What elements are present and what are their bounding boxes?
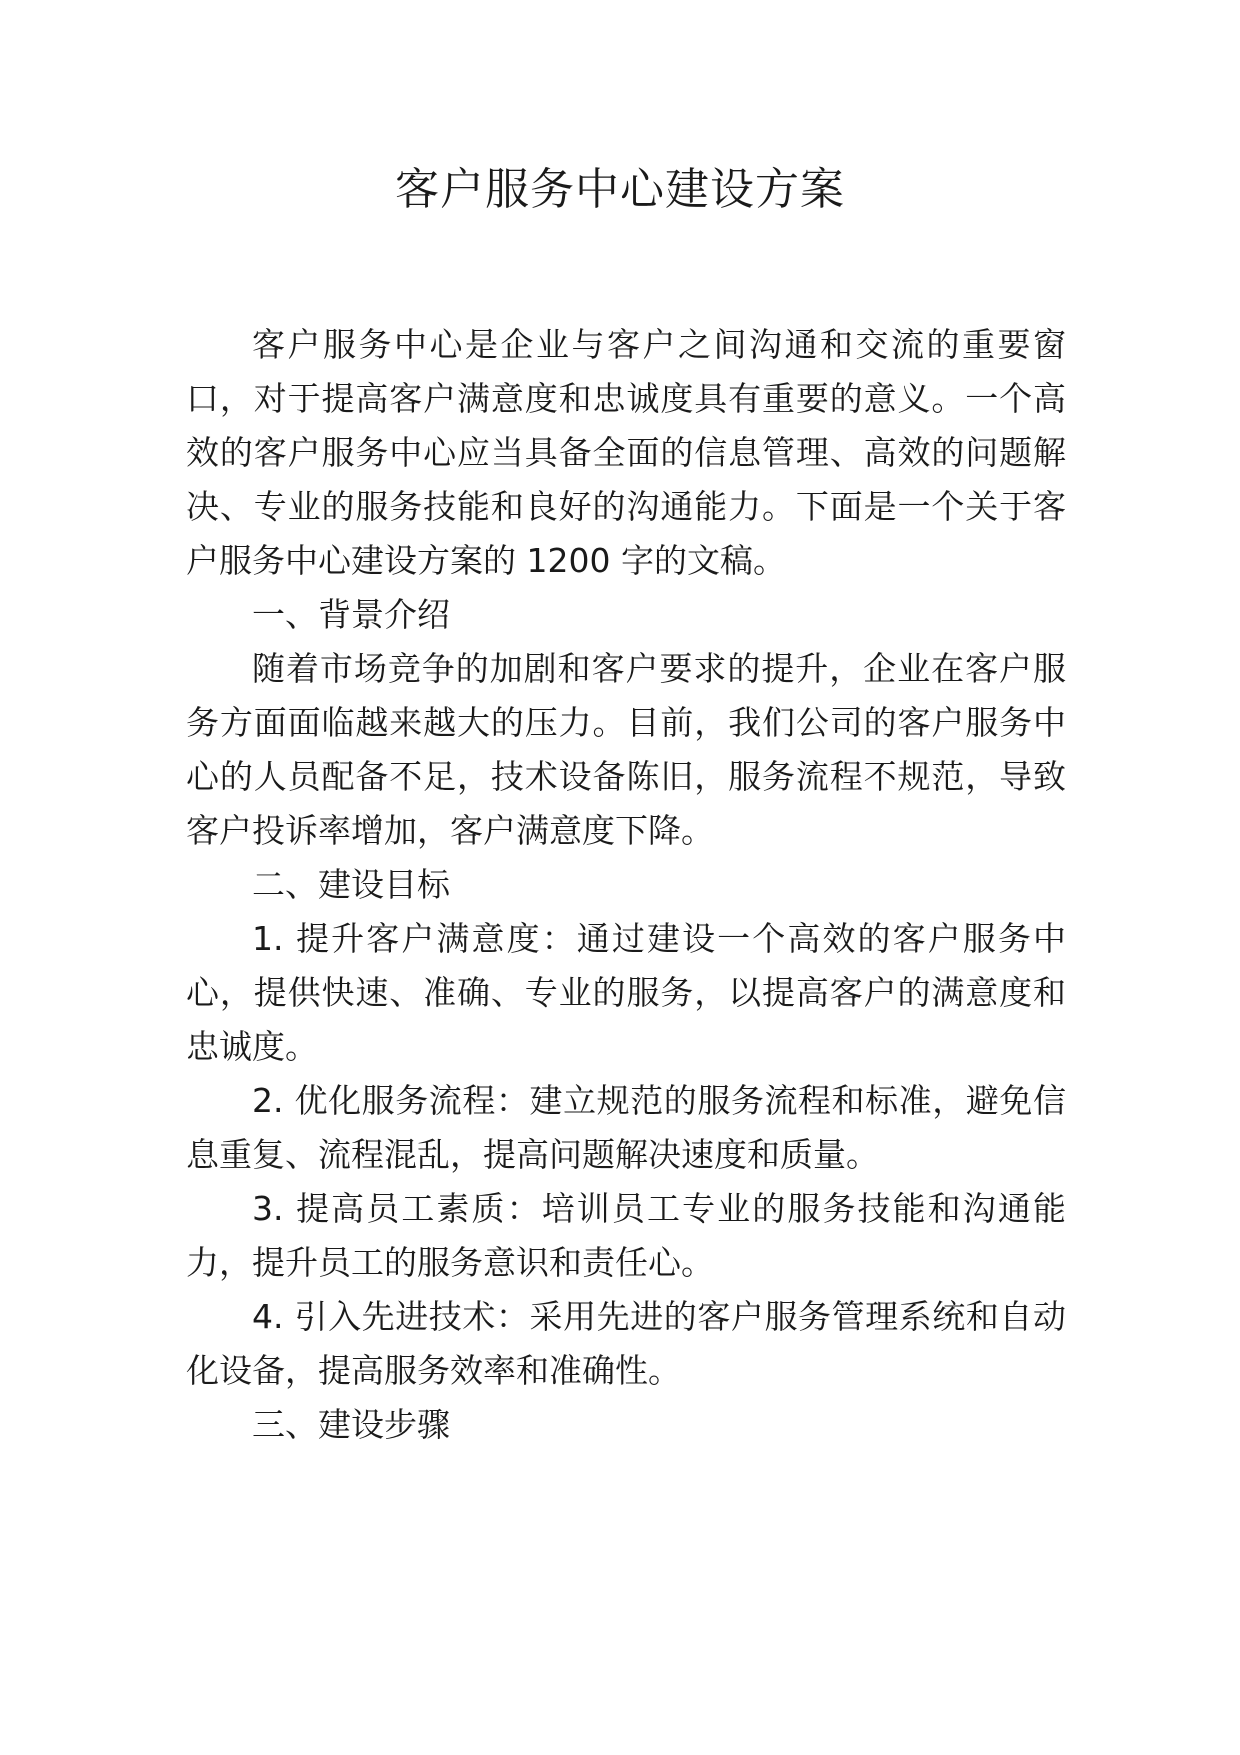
section-heading-steps: 三、建设步骤 [252,1405,450,1444]
section-heading-background: 一、背景介绍 [252,595,450,634]
goal-item-2: 2. 优化服务流程：建立规范的服务流程和标准，避免信息重复、流程混乱，提高问题解决速度和质量。 [186,1081,1066,1174]
goal-item-3: 3. 提高员工素质：培训员工专业的服务技能和沟通能力，提升员工的服务意识和责任心。 [186,1189,1066,1282]
goal-item-1: 1. 提升客户满意度：通过建设一个高效的客户服务中心，提供快速、准确、专业的服务，以提高客户的满意度和忠诚度。 [186,919,1066,1066]
background-paragraph: 随着市场竞争的加剧和客户要求的提升，企业在客户服务方面面临越来越大的压力。目前，我们公司的客户服务中心的人员配备不足，技术设备陈旧，服务流程不规范，导致客户投诉率增加，客户满意度下降。 [186,649,1066,850]
intro-paragraph: 客户服务中心是企业与客户之间沟通和交流的重要窗口，对于提高客户满意度和忠诚度具有重要的意义。一个高效的客户服务中心应当具备全面的信息管理、高效的问题解决、专业的服务技能和良好的沟通能力。下面是一个关于客户服务中心建设方案的 1200 字的文稿。 [186,325,1066,580]
section-heading-goals: 二、建设目标 [252,865,450,904]
document-title: 客户服务中心建设方案 [395,164,845,215]
goal-item-4: 4. 引入先进技术：采用先进的客户服务管理系统和自动化设备，提高服务效率和准确性。 [186,1297,1066,1390]
document-body [186,318,1066,1452]
